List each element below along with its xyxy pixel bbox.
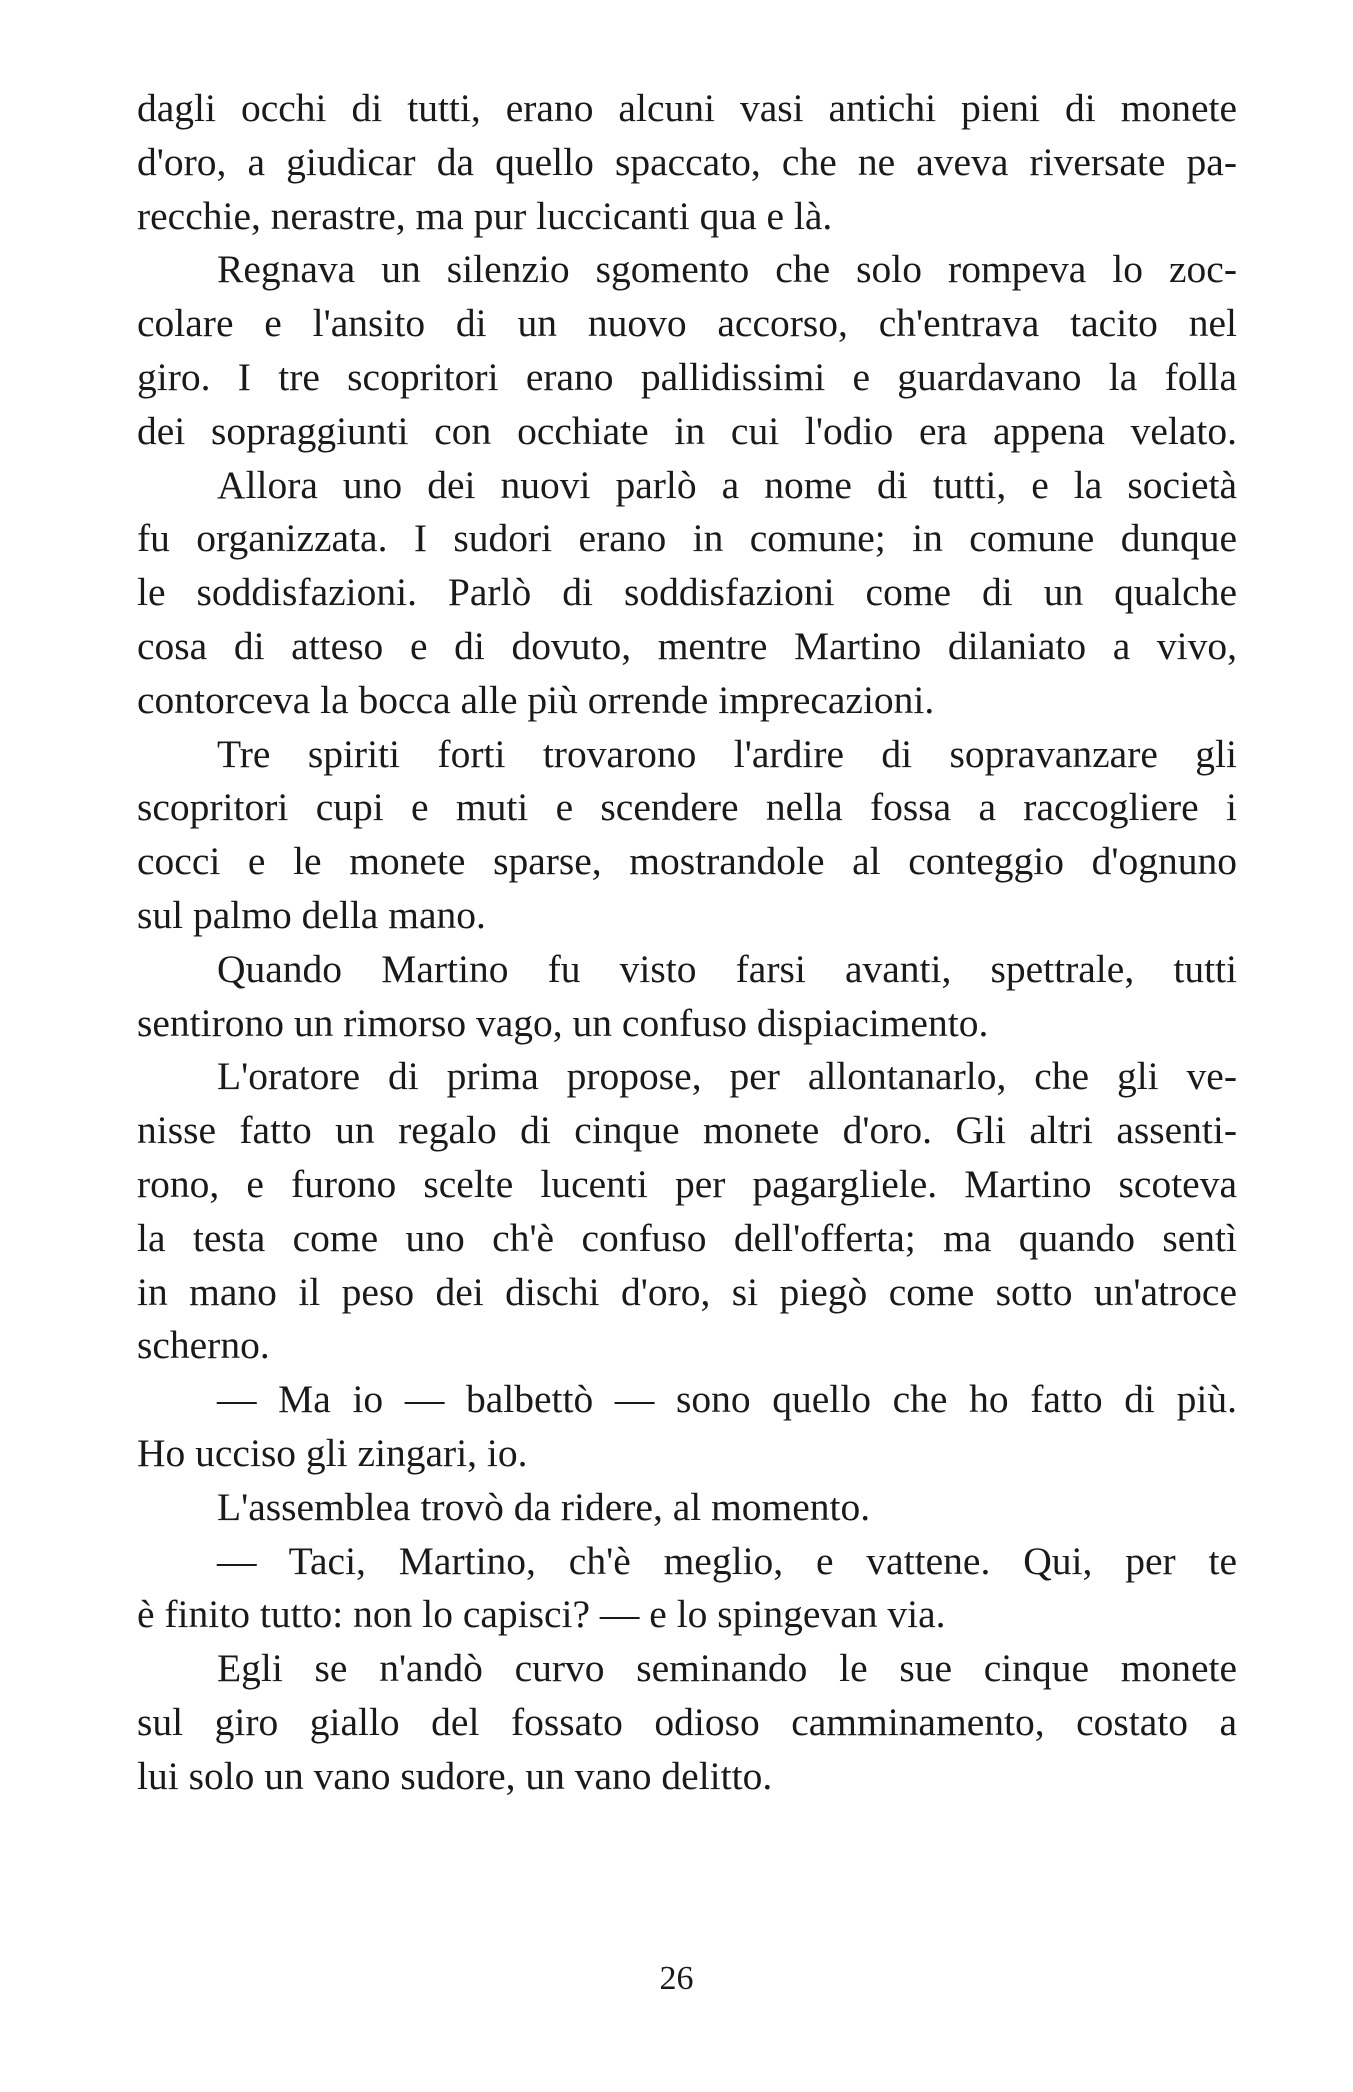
text-line: L'oratore di prima propose, per allontanarlo, che gli ve- <box>217 1054 1237 1099</box>
text-line: sul giro giallo del fossato odioso camminamento, costato a <box>137 1699 1237 1744</box>
paragraph <box>137 1481 1237 1535</box>
paragraph <box>137 1050 1237 1373</box>
text-line: sul palmo della mano. <box>137 892 486 937</box>
text-line: giro. I tre scopritori erano pallidissimi e guardavano la folla <box>137 354 1237 399</box>
text-line: la testa come uno ch'è confuso dell'offerta; ma quando sentì <box>137 1215 1237 1260</box>
text-line: Tre spiriti forti trovarono l'ardire di sopravanzare gli <box>217 731 1237 776</box>
text-line: cosa di atteso e di dovuto, mentre Martino dilaniato a vivo, <box>137 623 1237 668</box>
text-line: in mano il peso dei dischi d'oro, si piegò come sotto un'atroce <box>137 1269 1237 1314</box>
text-line: d'oro, a giudicar da quello spaccato, che ne aveva riversate pa- <box>137 139 1237 184</box>
paragraph <box>137 459 1237 728</box>
page-number: 26 <box>659 1960 694 1997</box>
text-line: L'assemblea trovò da ridere, al momento. <box>217 1484 871 1529</box>
paragraph <box>137 243 1237 458</box>
text-line: contorceva la bocca alle più orrende imprecazioni. <box>137 677 935 722</box>
text-line: dei sopraggiunti con occhiate in cui l'odio era appena velato. <box>137 408 1237 453</box>
text-line: nisse fatto un regalo di cinque monete d'oro. Gli altri assenti- <box>137 1108 1237 1153</box>
paragraph <box>137 1535 1237 1643</box>
text-line: è finito tutto: non lo capisci? — e lo spingevan via. <box>137 1592 946 1637</box>
text-line: colare e l'ansito di un nuovo accorso, ch'entrava tacito nel <box>137 301 1237 346</box>
text-line: Regnava un silenzio sgomento che solo rompeva lo zoc- <box>217 247 1237 292</box>
text-line: scherno. <box>137 1323 270 1368</box>
text-line: Egli se n'andò curvo seminando le sue cinque monete <box>217 1646 1237 1691</box>
text-line: — Taci, Martino, ch'è meglio, e vattene. Qui, per te <box>217 1538 1237 1583</box>
text-line: le soddisfazioni. Parlò di soddisfazioni come di un qualche <box>137 570 1237 615</box>
text-line: Allora uno dei nuovi parlò a nome di tutti, e la società <box>217 462 1237 507</box>
text-line: lui solo un vano sudore, un vano delitto. <box>137 1753 773 1798</box>
paragraph <box>137 1642 1237 1803</box>
text-line: — Ma io — balbettò — sono quello che ho fatto di più. <box>217 1377 1237 1422</box>
text-line: Quando Martino fu visto farsi avanti, spettrale, tutti <box>217 946 1237 991</box>
text-line: cocci e le monete sparse, mostrandole al conteggio d'ognuno <box>137 839 1237 884</box>
text-line: fu organizzata. I sudori erano in comune; in comune dunque <box>137 516 1237 561</box>
text-line: recchie, nerastre, ma pur luccicanti qua e là. <box>137 193 833 238</box>
text-line: scopritori cupi e muti e scendere nella fossa a raccogliere i <box>137 785 1237 830</box>
paragraph <box>137 82 1237 243</box>
paragraph <box>137 943 1237 1051</box>
page-body <box>137 82 1237 1804</box>
paragraph <box>137 728 1237 943</box>
text-line: dagli occhi di tutti, erano alcuni vasi antichi pieni di monete <box>137 86 1237 130</box>
paragraph <box>137 1373 1237 1481</box>
text-line: Ho ucciso gli zingari, io. <box>137 1430 528 1475</box>
text-line: sentirono un rimorso vago, un confuso dispiacimento. <box>137 1000 989 1045</box>
text-line: rono, e furono scelte lucenti per pagargliele. Martino scoteva <box>137 1161 1237 1206</box>
